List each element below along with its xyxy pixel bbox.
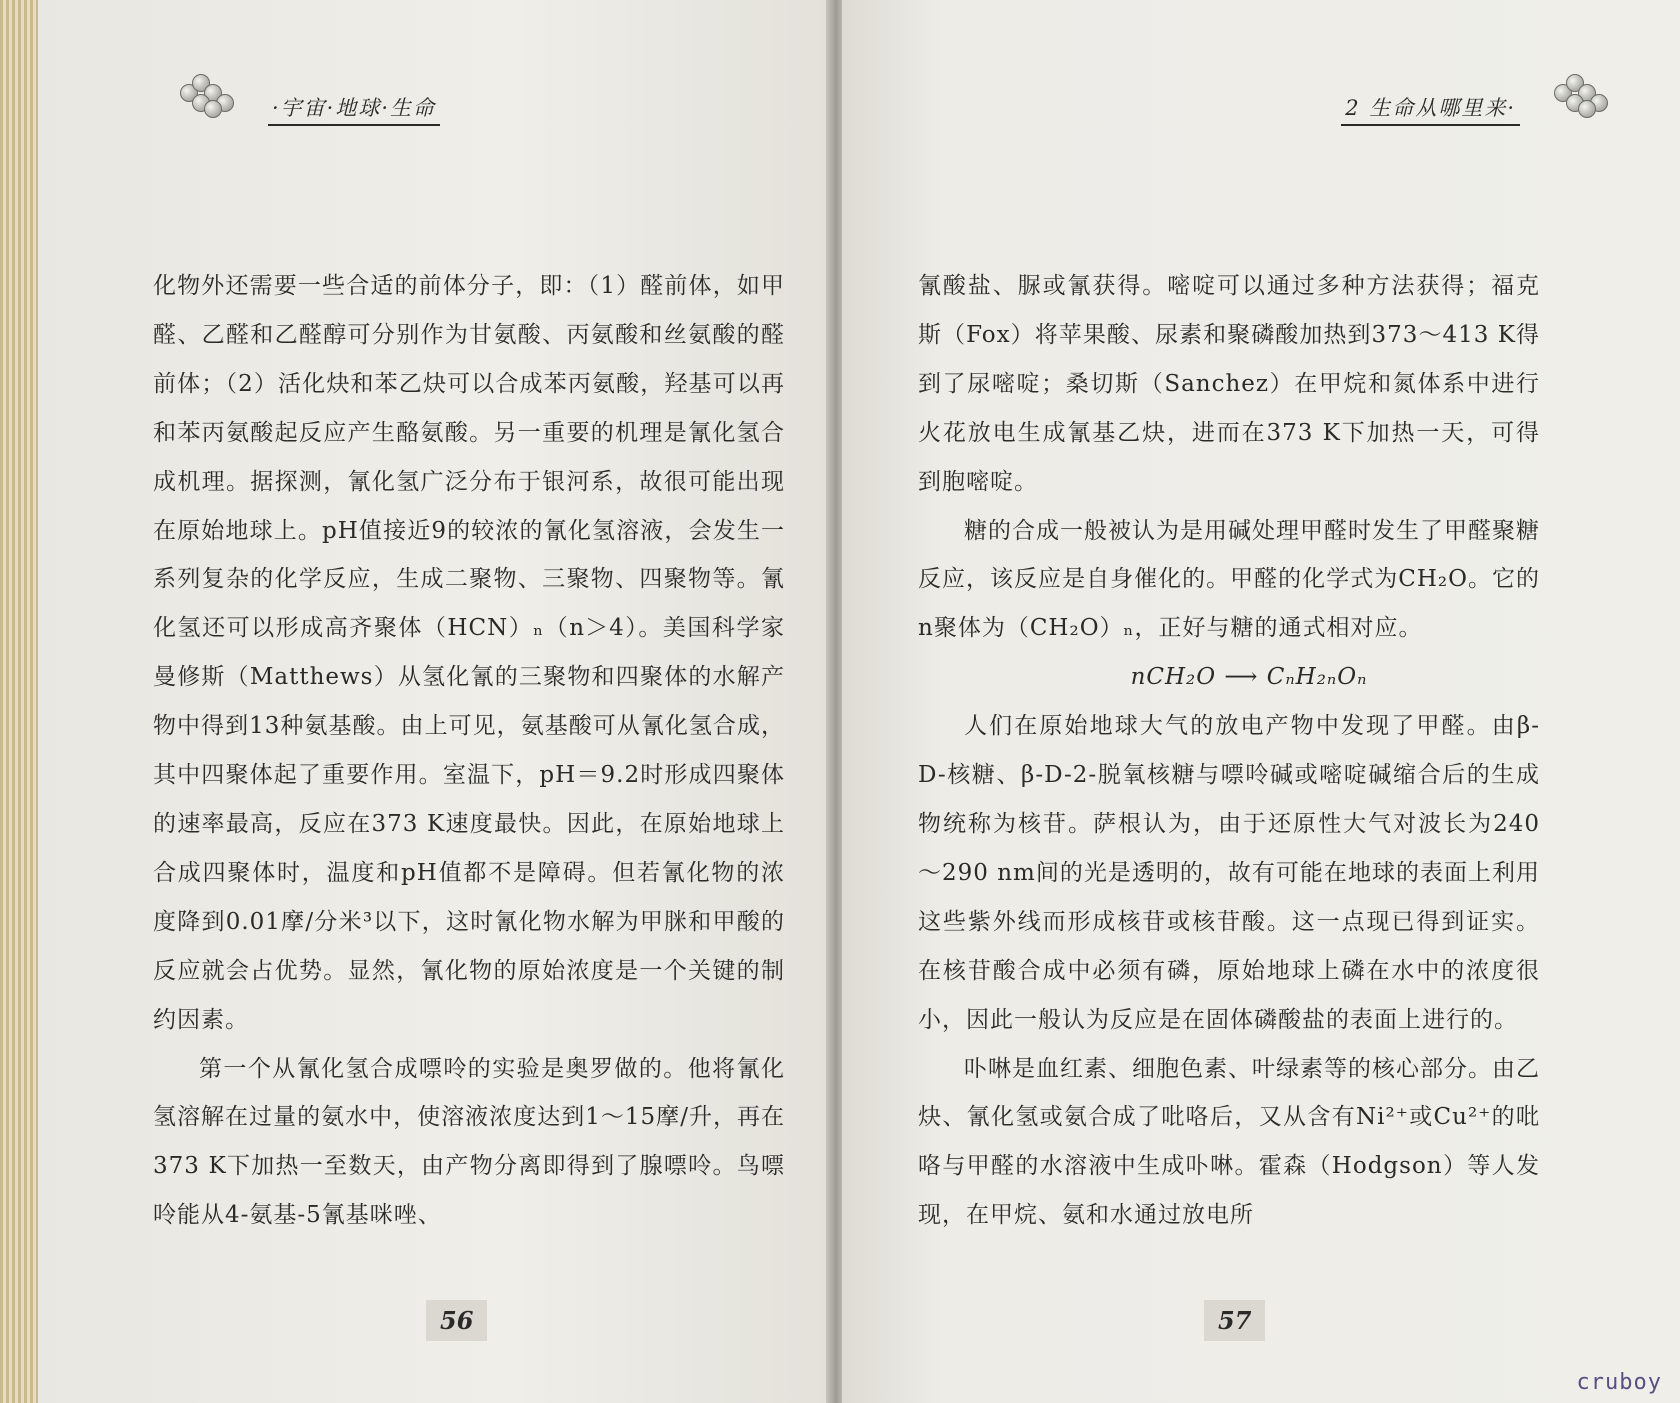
paragraph: 氰酸盐、脲或氰获得。嘧啶可以通过多种方法获得；福克斯（Fox）将苹果酸、尿素和聚磷酸加热到373～413 K得到了尿嘧啶；桑切斯（Sanchez）在甲烷和氮体系中进行火花放电生成氰基乙炔，进而在373 K下加热一天，可得到胞嘧啶。 (918, 273, 1540, 495)
running-title: 2 生命从哪里来· (1341, 92, 1520, 126)
right-page (842, 0, 1680, 1403)
page-edges (0, 0, 38, 1403)
paragraph: 糖的合成一般被认为是用碱处理甲醛时发生了甲醛聚糖反应，该反应是自身催化的。甲醛的化学式为CH₂O。它的n聚体为（CH₂O）ₙ，正好与糖的通式相对应。 (918, 517, 1540, 642)
watermark: cruboy (1576, 1370, 1662, 1395)
page-number: 56 (426, 1300, 487, 1341)
left-body-text (153, 262, 785, 1240)
page-number: 57 (1204, 1300, 1265, 1341)
left-page (38, 0, 830, 1403)
paragraph: 卟啉是血红素、细胞色素、叶绿素等的核心部分。由乙炔、氰化氢或氨合成了吡咯后，又从含有Ni²⁺或Cu²⁺的吡咯与甲醛的水溶液中生成卟啉。霍森（Hodgson）等人发现，在甲烷、氨和水通过放电所 (918, 1055, 1540, 1229)
right-body-text (918, 262, 1540, 1240)
molecule-ornament-icon (1552, 70, 1610, 118)
paragraph: 人们在原始地球大气的放电产物中发现了甲醛。由β-D-核糖、β-D-2-脱氧核糖与嘌呤碱或嘧啶碱缩合后的生成物统称为核苷。萨根认为，由于还原性大气对波长为240～290 nm间的光是透明的，故有可能在地球的表面上利用这些紫外线而形成核苷或核苷酸。这一点现已得到证实。在核苷酸合成中必须有磷，原始地球上磷在水中的浓度很小，因此一般认为反应是在固体磷酸盐的表面上进行的。 (918, 713, 1540, 1033)
chemical-formula: nCH₂O ⟶ CₙH₂ₙOₙ (1130, 664, 1368, 691)
molecule-ornament-icon (178, 70, 236, 118)
running-title: ·宇宙·地球·生命 (268, 92, 440, 126)
right-header (1190, 70, 1610, 130)
left-header (178, 70, 678, 130)
paragraph: 第一个从氰化氢合成嘌呤的实验是奥罗做的。他将氰化氢溶解在过量的氨水中，使溶液浓度达到1～15摩/升，再在373 K下加热一至数天，由产物分离即得到了腺嘌呤。鸟嘌呤能从4-氨基-5氰基咪唑、 (153, 1055, 785, 1229)
paragraph: 化物外还需要一些合适的前体分子，即：（1）醛前体，如甲醛、乙醛和乙醛醇可分别作为甘氨酸、丙氨酸和丝氨酸的醛前体；（2）活化炔和苯乙炔可以合成苯丙氨酸，羟基可以再和苯丙氨酸起反应产生酪氨酸。另一重要的机理是氰化氢合成机理。据探测，氰化氢广泛分布于银河系，故很可能出现在原始地球上。pH值接近9的较浓的氰化氢溶液，会发生一系列复杂的化学反应，生成二聚物、三聚物、四聚物等。氰化氢还可以形成高齐聚体（HCN）ₙ（n＞4）。美国科学家曼修斯（Matthews）从氢化氰的三聚物和四聚体的水解产物中得到13种氨基酸。由上可见，氨基酸可从氰化氢合成，其中四聚体起了重要作用。室温下，pH＝9.2时形成四聚体的速率最高，反应在373 K速度最快。因此，在原始地球上合成四聚体时，温度和pH值都不是障碍。但若氰化物的浓度降到0.01摩/分米³以下，这时氰化物水解为甲脒和甲酸的反应就会占优势。显然，氰化物的原始浓度是一个关键的制约因素。 (153, 273, 785, 1033)
